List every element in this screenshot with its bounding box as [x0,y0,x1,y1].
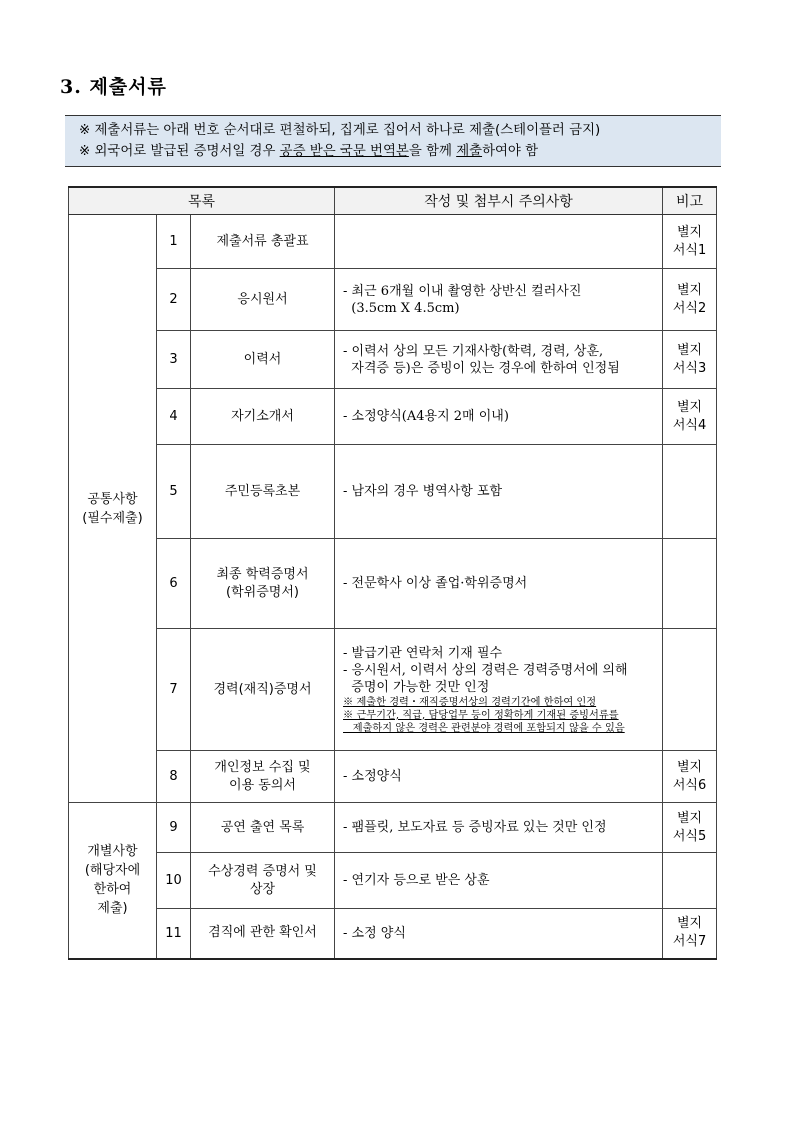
document-notes: - 이력서 상의 모든 기재사항(학력, 경력, 상훈, 자격증 등)은 증빙이 있는 경우에 한하여 인정됨 [335,331,663,389]
table-row [69,629,717,751]
document-notes: - 소정 양식 [335,909,663,959]
document-name: 최종 학력증명서 (학위증명서) [191,539,335,629]
row-number: 7 [157,629,191,751]
remark-form [663,853,717,909]
table-row [69,751,717,803]
remark-form [663,445,717,539]
row-number: 9 [157,803,191,853]
table-row [69,539,717,629]
table-row [69,331,717,389]
table-header-row [69,187,717,215]
document-name: 공연 출연 목록 [191,803,335,853]
table-row [69,215,717,269]
row-number: 8 [157,751,191,803]
table-row [69,445,717,539]
remark-form [663,539,717,629]
table-row [69,853,717,909]
row-number: 11 [157,909,191,959]
group-common: 공통사항 (필수제출) [69,215,157,803]
row-number: 3 [157,331,191,389]
document-name: 경력(재직)증명서 [191,629,335,751]
remark-form: 별지 서식2 [663,269,717,331]
document-name: 수상경력 증명서 및 상장 [191,853,335,909]
document-name: 주민등록초본 [191,445,335,539]
document-name: 이력서 [191,331,335,389]
document-notes [335,215,663,269]
remark-form [663,629,717,751]
table-row [69,269,717,331]
group-individual: 개별사항 (해당자에 한하여 제출) [69,803,157,959]
header-list: 목록 [69,187,335,215]
document-notes: - 전문학사 이상 졸업·학위증명서 [335,539,663,629]
remark-form: 별지 서식7 [663,909,717,959]
notice-line-1: ※ 제출서류는 아래 번호 순서대로 편철하되, 집게로 집어서 하나로 제출(스테이플러 금지) [79,123,601,138]
document-notes: - 소정양식 [335,751,663,803]
remark-form: 별지 서식5 [663,803,717,853]
remark-form: 별지 서식1 [663,215,717,269]
row-number: 4 [157,389,191,445]
document-name: 제출서류 총괄표 [191,215,335,269]
row-number: 10 [157,853,191,909]
remark-form: 별지 서식4 [663,389,717,445]
section-title: 3. 제출서류 [60,76,167,98]
row-number: 2 [157,269,191,331]
table-row [69,389,717,445]
header-notes: 작성 및 첨부시 주의사항 [335,187,663,215]
remark-form: 별지 서식3 [663,331,717,389]
row-number: 6 [157,539,191,629]
table-row [69,909,717,959]
document-name: 응시원서 [191,269,335,331]
row-number: 1 [157,215,191,269]
document-notes: - 남자의 경우 병역사항 포함 [335,445,663,539]
row-number: 5 [157,445,191,539]
document-name: 겸직에 관한 확인서 [191,909,335,959]
document-notes: - 최근 6개월 이내 촬영한 상반신 컬러사진 (3.5cm X 4.5cm) [335,269,663,331]
notice-line-2: ※ 외국어로 발급된 증명서일 경우 공증 받은 국문 번역본을 함께 제출하여야 함 [79,144,539,159]
remark-form: 별지 서식6 [663,751,717,803]
document-notes: - 발급기관 연락처 기재 필수 - 응시원서, 이력서 상의 경력은 경력증명서에 의해 증명이 가능한 것만 인정 ※ 제출한 경력・재직증명서상의 경력기간에 한하여 인정 ※ 근무기간, 직급, 담당업무 등이 정확하게 기재된 증빙서류를 제출하지 않은 경력은 관련분야 경력에 포함되지 않을 수 있음 [335,629,663,751]
table-row [69,803,717,853]
document-name: 자기소개서 [191,389,335,445]
documents-table [68,186,717,960]
notice-box [65,115,721,167]
header-remark: 비고 [663,187,717,215]
document-notes: - 팸플릿, 보도자료 등 증빙자료 있는 것만 인정 [335,803,663,853]
document-name: 개인정보 수집 및 이용 동의서 [191,751,335,803]
document-notes: - 소정양식(A4용지 2매 이내) [335,389,663,445]
document-notes: - 연기자 등으로 받은 상훈 [335,853,663,909]
